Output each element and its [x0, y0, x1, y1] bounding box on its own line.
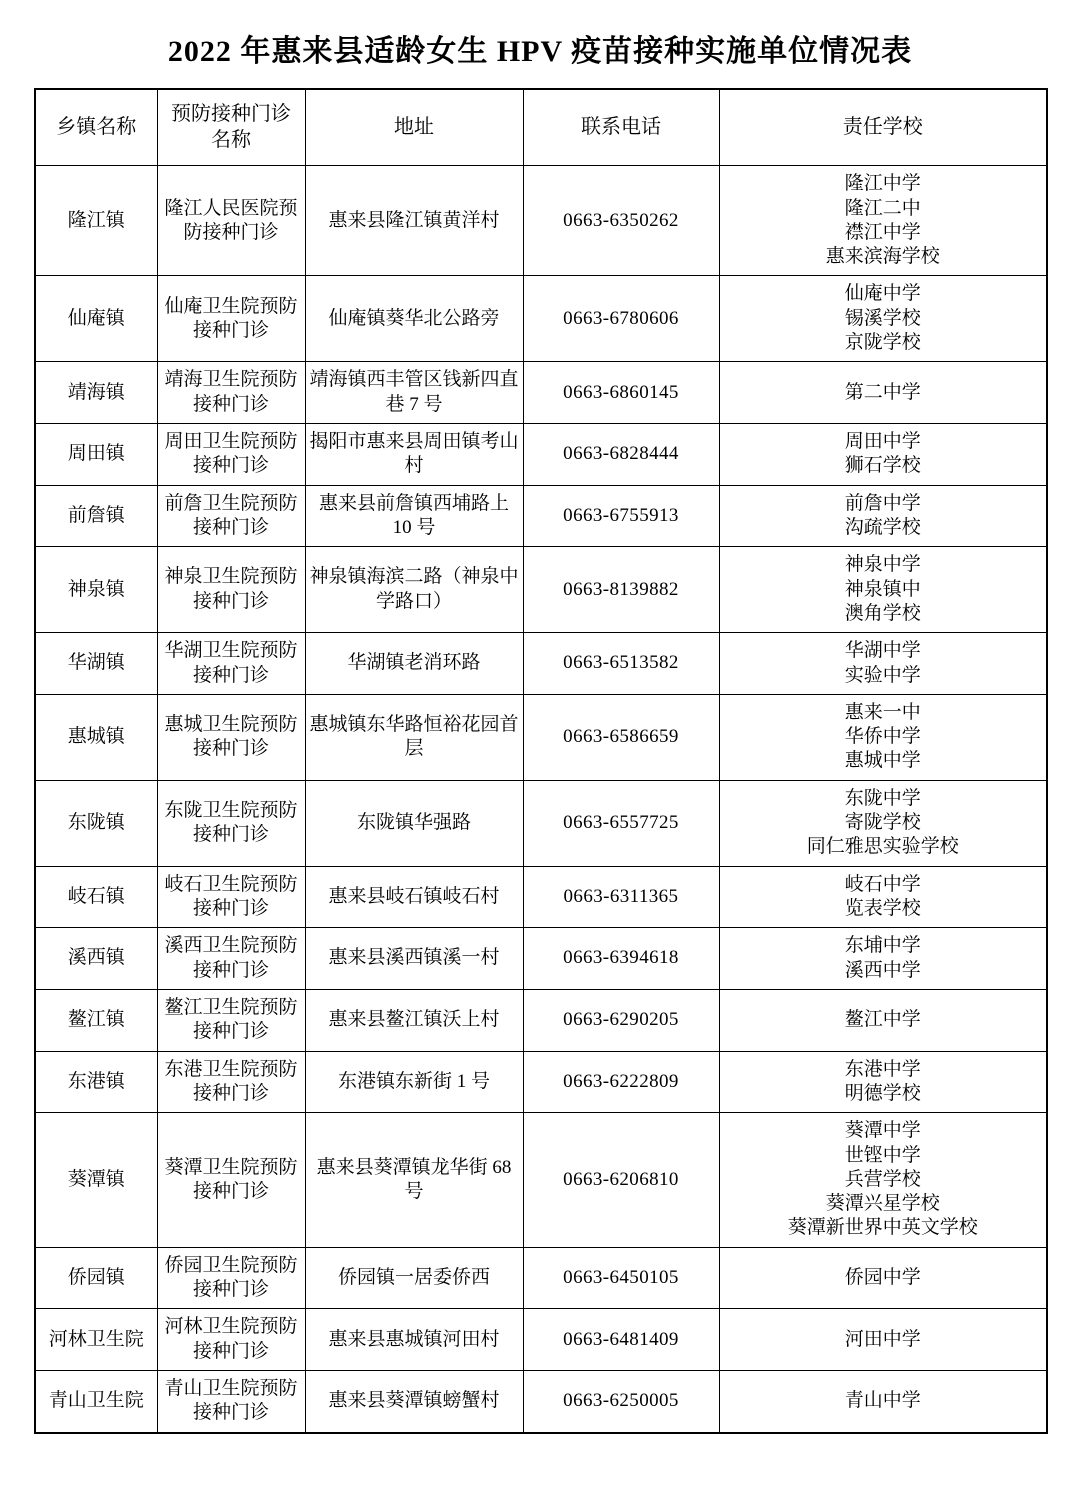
school-name: 青山中学: [844, 1390, 921, 1412]
page-title: 2022 年惠来县适龄女生 HPV 疫苗接种实施单位情况表: [167, 35, 913, 68]
cell-town: 东陇镇: [35, 780, 157, 866]
cell-address: 靖海镇西丰管区钱新四直巷 7 号: [305, 362, 523, 424]
table-header: [35, 89, 1047, 166]
cell-address: 华湖镇老消环路: [305, 633, 523, 695]
school-name: 周田中学: [844, 431, 921, 452]
cell-phone: 0663-6860145: [523, 362, 719, 424]
cell-address: 揭阳市惠来县周田镇考山村: [305, 424, 523, 486]
cell-schools: [719, 166, 1047, 276]
school-name: 东埔中学: [844, 935, 921, 957]
school-name: 东陇中学: [844, 787, 921, 809]
cell-clinic: 东陇卫生院预防接种门诊: [157, 780, 305, 866]
cell-address: 东陇镇华强路: [305, 780, 523, 866]
school-name: 第二中学: [844, 381, 921, 403]
school-name: 侨园中学: [844, 1266, 921, 1288]
table-row: [35, 276, 1047, 362]
school-name: 京陇学校: [844, 332, 921, 354]
cell-town: 仙庵镇: [35, 276, 157, 362]
school-name: 河田中学: [844, 1328, 921, 1350]
school-name: 神泉中学: [844, 554, 921, 576]
table-row: [35, 362, 1047, 424]
cell-town: 前詹镇: [35, 485, 157, 547]
cell-phone: 0663-6828444: [523, 424, 719, 486]
school-name: 实验中学: [844, 664, 921, 686]
school-name: 览表学校: [844, 898, 921, 919]
cell-address: 神泉镇海滨二路（神泉中学路口）: [305, 547, 523, 633]
cell-address: 惠来县惠城镇河田村: [305, 1309, 523, 1371]
school-name: 锡溪学校: [844, 307, 921, 329]
cell-address: 惠来县鳌江镇沃上村: [305, 989, 523, 1051]
cell-phone: 0663-6222809: [523, 1051, 719, 1113]
school-name: 岐石中学: [844, 873, 921, 895]
table-row: [35, 1247, 1047, 1309]
cell-town: 华湖镇: [35, 633, 157, 695]
cell-phone: 0663-6513582: [523, 633, 719, 695]
school-name: 惠来一中: [844, 701, 921, 723]
cell-phone: 0663-6350262: [523, 166, 719, 276]
table-row: [35, 1371, 1047, 1433]
cell-phone: 0663-6394618: [523, 928, 719, 990]
cell-town: 鳌江镇: [35, 989, 157, 1051]
vaccination-units-table: [34, 88, 1048, 1434]
school-name: 狮石学校: [844, 455, 921, 477]
cell-town: 周田镇: [35, 424, 157, 486]
cell-town: 岐石镇: [35, 866, 157, 928]
cell-address: 惠来县溪西镇溪一村: [305, 928, 523, 990]
cell-schools: [719, 276, 1047, 362]
cell-phone: 0663-6481409: [523, 1309, 719, 1371]
school-name: 世铿中学: [844, 1144, 921, 1166]
cell-clinic: 侨园卫生院预防接种门诊: [157, 1247, 305, 1309]
cell-schools: [719, 633, 1047, 695]
cell-clinic: 靖海卫生院预防接种门诊: [157, 362, 305, 424]
cell-phone: 0663-6250005: [523, 1371, 719, 1433]
column-header-phone: 联系电话: [523, 89, 719, 166]
cell-phone: 0663-6206810: [523, 1113, 719, 1248]
school-name: 同仁雅思实验学校: [806, 836, 959, 858]
table-row: [35, 694, 1047, 780]
cell-clinic: 华湖卫生院预防接种门诊: [157, 633, 305, 695]
cell-phone: 0663-6290205: [523, 989, 719, 1051]
table-row: [35, 866, 1047, 928]
cell-schools: [719, 362, 1047, 424]
table-row: [35, 1051, 1047, 1113]
cell-town: 隆江镇: [35, 166, 157, 276]
school-name: 鳌江中学: [844, 1009, 921, 1031]
column-header-clinic: 预防接种门诊名称: [157, 89, 305, 166]
cell-clinic: 前詹卫生院预防接种门诊: [157, 485, 305, 547]
table-header-row: [35, 89, 1047, 166]
school-name: 前詹中学: [844, 492, 921, 514]
cell-phone: 0663-6311365: [523, 866, 719, 928]
school-name: 惠城中学: [844, 750, 921, 772]
cell-schools: [719, 866, 1047, 928]
cell-clinic: 周田卫生院预防接种门诊: [157, 424, 305, 486]
cell-address: 惠来县前詹镇西埔路上 10 号: [305, 485, 523, 547]
table-row: [35, 1309, 1047, 1371]
cell-clinic: 隆江人民医院预防接种门诊: [157, 166, 305, 276]
table-row: [35, 166, 1047, 276]
cell-phone: 0663-6557725: [523, 780, 719, 866]
school-name: 沟疏学校: [844, 516, 921, 538]
school-name: 葵潭兴星学校: [825, 1193, 940, 1215]
cell-town: 侨园镇: [35, 1247, 157, 1309]
cell-clinic: 溪西卫生院预防接种门诊: [157, 928, 305, 990]
table-row: [35, 547, 1047, 633]
cell-address: 惠城镇东华路恒裕花园首层: [305, 694, 523, 780]
table-row: [35, 928, 1047, 990]
column-header-address: 地址: [305, 89, 523, 166]
cell-schools: [719, 1113, 1047, 1248]
cell-address: 惠来县隆江镇黄洋村: [305, 166, 523, 276]
cell-town: 溪西镇: [35, 928, 157, 990]
school-name: 惠来滨海学校: [825, 246, 940, 268]
cell-schools: [719, 1051, 1047, 1113]
table-row: [35, 989, 1047, 1051]
cell-town: 河林卫生院: [35, 1309, 157, 1371]
school-name: 华湖中学: [844, 640, 921, 662]
cell-clinic: 河林卫生院预防接种门诊: [157, 1309, 305, 1371]
cell-clinic: 仙庵卫生院预防接种门诊: [157, 276, 305, 362]
cell-address: 东港镇东新街 1 号: [305, 1051, 523, 1113]
school-name: 寄陇学校: [844, 812, 921, 834]
cell-town: 靖海镇: [35, 362, 157, 424]
table-row: [35, 780, 1047, 866]
column-header-town: 乡镇名称: [35, 89, 157, 166]
school-name: 葵潭新世界中英文学校: [787, 1217, 978, 1239]
school-name: 仙庵中学: [844, 283, 921, 305]
school-name: 明德学校: [844, 1082, 921, 1104]
school-name: 兵营学校: [844, 1168, 921, 1190]
cell-clinic: 青山卫生院预防接种门诊: [157, 1371, 305, 1433]
cell-schools: [719, 780, 1047, 866]
cell-schools: [719, 1309, 1047, 1371]
cell-schools: [719, 1371, 1047, 1433]
school-name: 溪西中学: [844, 959, 921, 981]
cell-address: 惠来县葵潭镇螃蟹村: [305, 1371, 523, 1433]
cell-town: 葵潭镇: [35, 1113, 157, 1248]
cell-phone: 0663-6450105: [523, 1247, 719, 1309]
school-name: 神泉镇中: [844, 578, 921, 600]
school-name: 澳角学校: [844, 602, 921, 624]
column-header-school: 责任学校: [719, 89, 1047, 166]
cell-town: 东港镇: [35, 1051, 157, 1113]
cell-address: 惠来县葵潭镇龙华街 68 号: [305, 1113, 523, 1248]
cell-address: 侨园镇一居委侨西: [305, 1247, 523, 1309]
cell-schools: [719, 694, 1047, 780]
cell-clinic: 惠城卫生院预防接种门诊: [157, 694, 305, 780]
table-row: [35, 424, 1047, 486]
cell-schools: [719, 989, 1047, 1051]
cell-phone: 0663-6780606: [523, 276, 719, 362]
cell-clinic: 神泉卫生院预防接种门诊: [157, 547, 305, 633]
school-name: 隆江中学: [844, 173, 921, 195]
cell-schools: [719, 424, 1047, 486]
cell-schools: [719, 547, 1047, 633]
cell-town: 神泉镇: [35, 547, 157, 633]
cell-address: 惠来县岐石镇岐石村: [305, 866, 523, 928]
cell-address: 仙庵镇葵华北公路旁: [305, 276, 523, 362]
table-row: [35, 485, 1047, 547]
cell-schools: [719, 1247, 1047, 1309]
table-row: [35, 1113, 1047, 1248]
cell-clinic: 岐石卫生院预防接种门诊: [157, 866, 305, 928]
cell-phone: 0663-6755913: [523, 485, 719, 547]
cell-town: 惠城镇: [35, 694, 157, 780]
cell-schools: [719, 485, 1047, 547]
cell-schools: [719, 928, 1047, 990]
school-name: 隆江二中: [844, 197, 921, 219]
school-name: 东港中学: [844, 1058, 921, 1080]
cell-town: 青山卫生院: [35, 1371, 157, 1433]
table-body: [35, 166, 1047, 1433]
cell-phone: 0663-8139882: [523, 547, 719, 633]
cell-clinic: 鳌江卫生院预防接种门诊: [157, 989, 305, 1051]
school-name: 华侨中学: [844, 726, 921, 748]
cell-clinic: 东港卫生院预防接种门诊: [157, 1051, 305, 1113]
table-row: [35, 633, 1047, 695]
cell-clinic: 葵潭卫生院预防接种门诊: [157, 1113, 305, 1248]
school-name: 襟江中学: [844, 221, 921, 243]
cell-phone: 0663-6586659: [523, 694, 719, 780]
school-name: 葵潭中学: [844, 1120, 921, 1142]
